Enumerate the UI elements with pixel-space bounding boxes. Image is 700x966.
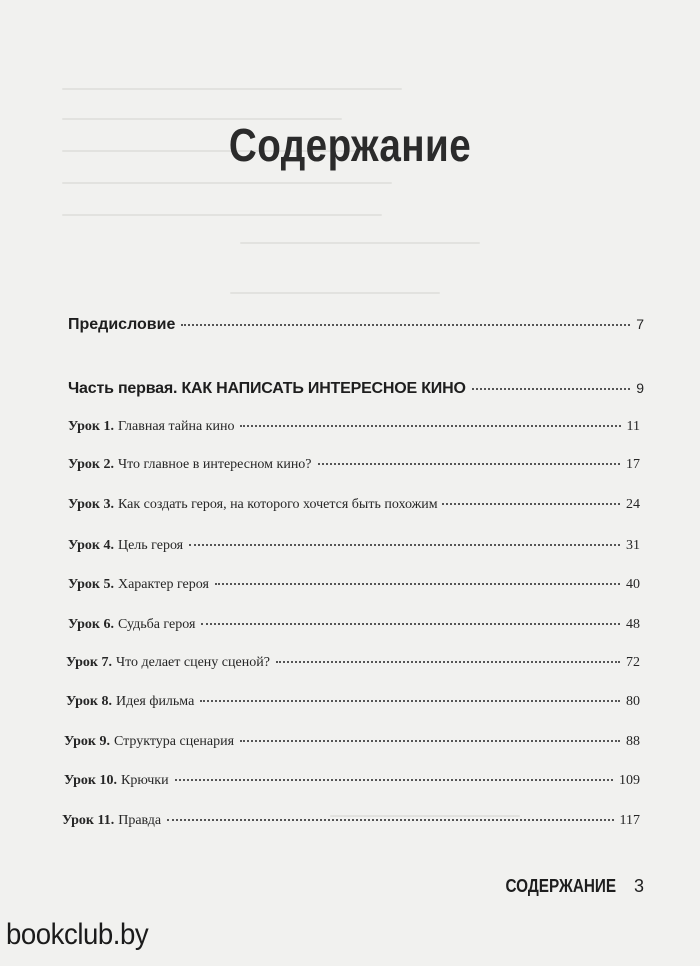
lesson-title: Цель героя bbox=[117, 538, 184, 553]
bleed-through-line bbox=[62, 182, 392, 184]
lesson-title: Характер героя bbox=[117, 577, 209, 592]
bleed-through-line bbox=[62, 88, 402, 90]
toc-entry-preface[interactable] bbox=[68, 316, 644, 334]
lesson-title: Судьба героя bbox=[117, 617, 196, 632]
toc-page-number: 40 bbox=[626, 577, 640, 592]
toc-entry-lesson-8[interactable] bbox=[66, 694, 640, 710]
lesson-label: Урок 7. bbox=[66, 655, 112, 670]
lesson-label: Урок 10. bbox=[64, 773, 117, 788]
toc-entry-title: Предисловие bbox=[68, 316, 176, 333]
lesson-title: Как создать героя, на которого хочется быть похожим bbox=[117, 497, 438, 512]
lesson-title: Главная тайна кино bbox=[117, 419, 235, 434]
toc-page-number: 11 bbox=[626, 419, 640, 434]
toc-page-number: 9 bbox=[636, 380, 644, 396]
toc-page-number: 72 bbox=[626, 655, 640, 670]
dot-leader bbox=[200, 700, 620, 702]
dot-leader bbox=[201, 623, 620, 625]
bleed-through-line bbox=[230, 292, 440, 294]
lesson-label: Урок 5. bbox=[68, 577, 114, 592]
lesson-title: Идея фильма bbox=[115, 694, 195, 709]
dot-leader bbox=[189, 544, 620, 546]
toc-entry-title: Часть первая. КАК НАПИСАТЬ ИНТЕРЕСНОЕ КИНО bbox=[68, 380, 466, 397]
watermark: bookclub.by bbox=[6, 918, 149, 951]
dot-leader bbox=[276, 661, 620, 663]
toc-entry-lesson-11[interactable] bbox=[62, 813, 640, 829]
lesson-title: Структура сценария bbox=[113, 734, 235, 749]
dot-leader bbox=[175, 779, 613, 781]
toc-entry-lesson-2[interactable] bbox=[68, 457, 640, 473]
dot-leader bbox=[240, 740, 620, 742]
lesson-title: Что главное в интересном кино? bbox=[117, 457, 312, 472]
dot-leader bbox=[240, 425, 620, 427]
lesson-label: Урок 2. bbox=[68, 457, 114, 472]
lesson-label: Урок 3. bbox=[68, 497, 114, 512]
toc-page-number: 31 bbox=[626, 538, 640, 553]
bleed-through-line bbox=[62, 214, 382, 216]
lesson-label: Урок 8. bbox=[66, 694, 112, 709]
toc-entry-lesson-9[interactable] bbox=[64, 734, 640, 750]
toc-entry-part-one[interactable] bbox=[68, 380, 644, 398]
toc-entry-lesson-4[interactable] bbox=[68, 538, 640, 554]
page-title: Содержание bbox=[228, 119, 472, 171]
lesson-label: Урок 11. bbox=[62, 813, 115, 828]
dot-leader bbox=[181, 324, 630, 326]
toc-entry-lesson-7[interactable] bbox=[66, 655, 640, 671]
lesson-title: Правда bbox=[118, 813, 162, 828]
toc-entry-lesson-5[interactable] bbox=[68, 577, 640, 593]
toc-page-number: 48 bbox=[626, 617, 640, 632]
lesson-title: Крючки bbox=[120, 773, 169, 788]
running-footer-title: СОДЕРЖАНИЕ bbox=[505, 876, 616, 896]
toc-page-number: 24 bbox=[626, 497, 640, 512]
toc-entry-lesson-3[interactable] bbox=[68, 497, 640, 513]
lesson-label: Урок 1. bbox=[68, 419, 114, 434]
lesson-label: Урок 9. bbox=[64, 734, 110, 749]
toc-page-number: 88 bbox=[626, 734, 640, 749]
dot-leader bbox=[167, 819, 613, 821]
running-footer bbox=[486, 876, 644, 897]
toc-entry-lesson-1[interactable] bbox=[68, 419, 640, 435]
lesson-title: Что делает сцену сценой? bbox=[115, 655, 270, 670]
dot-leader bbox=[318, 463, 620, 465]
bleed-through-line bbox=[240, 242, 480, 244]
dot-leader bbox=[472, 388, 631, 390]
toc-page-number: 117 bbox=[619, 813, 640, 828]
page-number: 3 bbox=[633, 876, 644, 896]
dot-leader bbox=[215, 583, 620, 585]
toc-page-number: 80 bbox=[626, 694, 640, 709]
dot-leader bbox=[442, 503, 620, 505]
lesson-label: Урок 6. bbox=[68, 617, 114, 632]
toc-page-number: 7 bbox=[636, 316, 644, 332]
toc-page-number: 17 bbox=[626, 457, 640, 472]
lesson-label: Урок 4. bbox=[68, 538, 114, 553]
toc-entry-lesson-10[interactable] bbox=[64, 773, 640, 789]
toc-page-number: 109 bbox=[619, 773, 640, 788]
toc-entry-lesson-6[interactable] bbox=[68, 617, 640, 633]
